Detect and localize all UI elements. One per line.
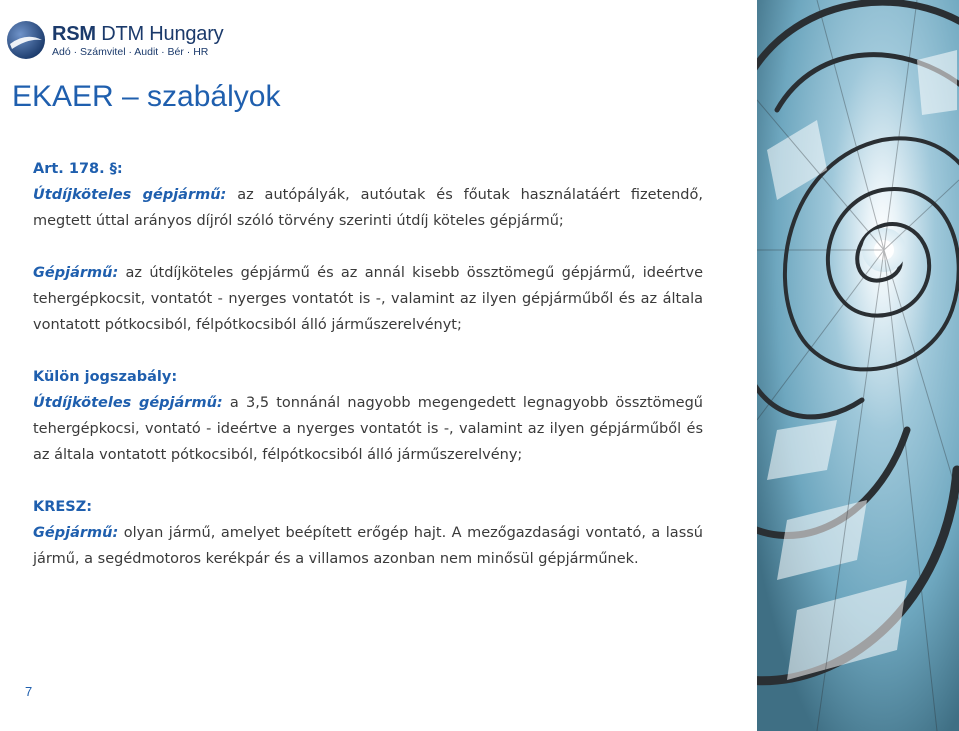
spiral-staircase-image (757, 0, 959, 731)
company-logo (6, 18, 223, 62)
art-definition-2 (33, 260, 703, 338)
page-number: 7 (25, 684, 33, 699)
slide-title: EKAER – szabályok (12, 80, 281, 113)
kulon-heading: Külön jogszabály: (33, 369, 178, 385)
kresz-definition (33, 520, 703, 572)
art-definition-1 (33, 182, 703, 234)
globe-logo-icon (6, 20, 46, 60)
art-term-2: Gépjármű: (33, 265, 119, 281)
kulon-term: Útdíjköteles gépjármű: (33, 395, 223, 411)
art-text-2: az útdíjköteles gépjármű és az annál kisebb össztömegű gépjármű, ideértve tehergépkocsit, vontatót - nyerges vontatót is -, valamint az ilyen gépjárműből és az általa vontatott pótkocsiból, félpótkocsiból álló járműszerelvényt; (33, 265, 703, 333)
logo-name: RSM DTM Hungary (52, 22, 224, 45)
art-text-1: az autópályák, autóutak és főutak használatáért fizetendő, megtett úttal arányos díjról szóló törvény szerinti útdíj köteles gépjármű; (33, 187, 703, 229)
logo-tagline: Adó · Számvitel · Audit · Bér · HR (52, 45, 209, 58)
kresz-heading: KRESZ: (33, 499, 93, 515)
spiral-staircase-photo (757, 0, 959, 731)
kulon-definition (33, 390, 703, 468)
kresz-text: olyan jármű, amelyet beépített erőgép hajt. A mezőgazdasági vontató, a lassú jármű, a segédmotoros kerékpár és a villamos azonban nem minősül gépjárműnek. (33, 525, 703, 567)
slide-body (33, 156, 703, 572)
kresz-term: Gépjármű: (33, 525, 119, 541)
art-term-1: Útdíjköteles gépjármű: (33, 187, 227, 203)
kulon-text: a 3,5 tonnánál nagyobb megengedett legnagyobb össztömegű tehergépkocsi, vontató - ideértve a nyerges vontatót is -, valamint az ilyen gépjárműből és az általa vontatott pótkocsiból, félpótkocsiból álló járműszerelvény; (33, 395, 703, 463)
art-heading: Art. 178. §: (33, 161, 123, 177)
